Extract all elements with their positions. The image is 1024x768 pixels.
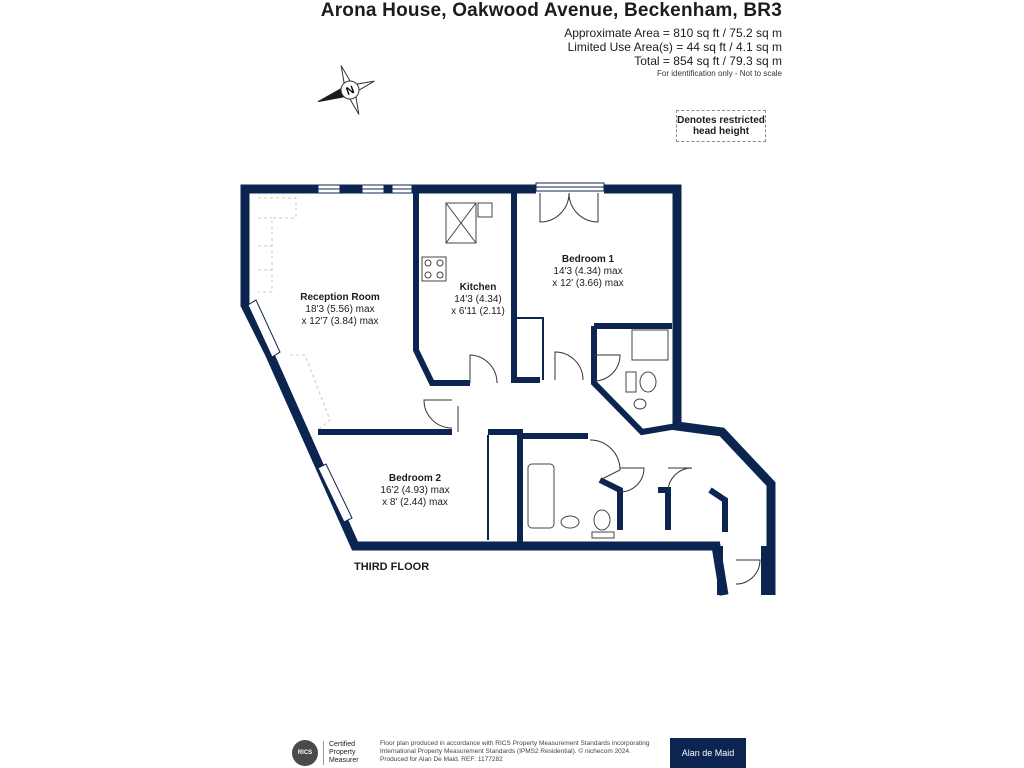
- walls: [245, 189, 771, 595]
- reception-name: Reception Room: [300, 292, 380, 303]
- room-reception: [300, 292, 380, 327]
- rics-line3: Measurer: [329, 757, 359, 764]
- bedroom2-name: Bedroom 2: [388, 473, 442, 484]
- identification-note: For identification only - Not to scale: [657, 69, 782, 78]
- limited-use-area: Limited Use Area(s) = 44 sq ft / 4.1 sq m: [567, 40, 782, 54]
- property-title: Arona House, Oakwood Avenue, Beckenham, BR3: [320, 0, 782, 21]
- bedroom2-dim2: x 8' (2.44) max: [382, 497, 448, 508]
- rics-seal-icon: RICS: [292, 740, 318, 766]
- sink-icon: [478, 203, 492, 217]
- compass-icon: [309, 57, 383, 126]
- rics-line1: Certified: [329, 741, 356, 748]
- total-area: Total = 854 sq ft / 79.3 sq m: [634, 54, 782, 68]
- bedroom1-dim2: x 12' (3.66) max: [552, 278, 624, 289]
- kitchen-name: Kitchen: [459, 282, 497, 293]
- room-kitchen: [451, 282, 505, 317]
- footer-note-line3: Produced for Alan De Maid. REF: 1177282: [380, 756, 503, 763]
- reception-dim2: x 12'7 (3.84) max: [301, 316, 379, 327]
- windows: [248, 183, 604, 522]
- floor-label: THIRD FLOOR: [354, 561, 430, 573]
- reception-dim1: 18'3 (5.56) max: [305, 304, 375, 315]
- bedroom1-name: Bedroom 1: [561, 254, 615, 265]
- bedroom1-dim1: 14'3 (4.34) max: [553, 266, 623, 277]
- rics-text: [323, 741, 359, 765]
- agent-logo: Alan de Maid: [670, 738, 746, 768]
- restricted-legend-line1: Denotes restricted: [677, 115, 765, 126]
- bathroom-toilet-icon: [594, 510, 610, 530]
- footer-note-line2: International Property Measurement Standards (IPMS2 Residential). © nichecom 2024.: [380, 748, 631, 755]
- kitchen-dim2: x 6'11 (2.11): [451, 306, 505, 317]
- room-bedroom-1: [552, 254, 623, 289]
- fixtures: [422, 203, 668, 538]
- approx-area: Approximate Area = 810 sq ft / 75.2 sq m: [564, 26, 782, 40]
- bath-icon: [528, 464, 554, 528]
- compass-letter: N: [344, 83, 357, 98]
- restricted-legend-line2: head height: [692, 126, 750, 137]
- bedroom2-dim1: 16'2 (4.93) max: [380, 485, 450, 496]
- room-bedroom-2: [380, 473, 449, 508]
- doors: [424, 193, 760, 584]
- bathroom-basin-icon: [561, 516, 579, 528]
- toilet-icon: [640, 372, 656, 392]
- footer-note: [380, 740, 680, 764]
- rics-badge: [292, 738, 359, 768]
- kitchen-dim1: 14'3 (4.34): [454, 294, 502, 305]
- shower-tray-icon: [632, 330, 668, 360]
- rics-line2: Property: [329, 749, 356, 756]
- footer-note-line1: Floor plan produced in accordance with RICS Property Measurement Standards incorporating: [380, 740, 650, 747]
- basin-icon: [634, 399, 646, 409]
